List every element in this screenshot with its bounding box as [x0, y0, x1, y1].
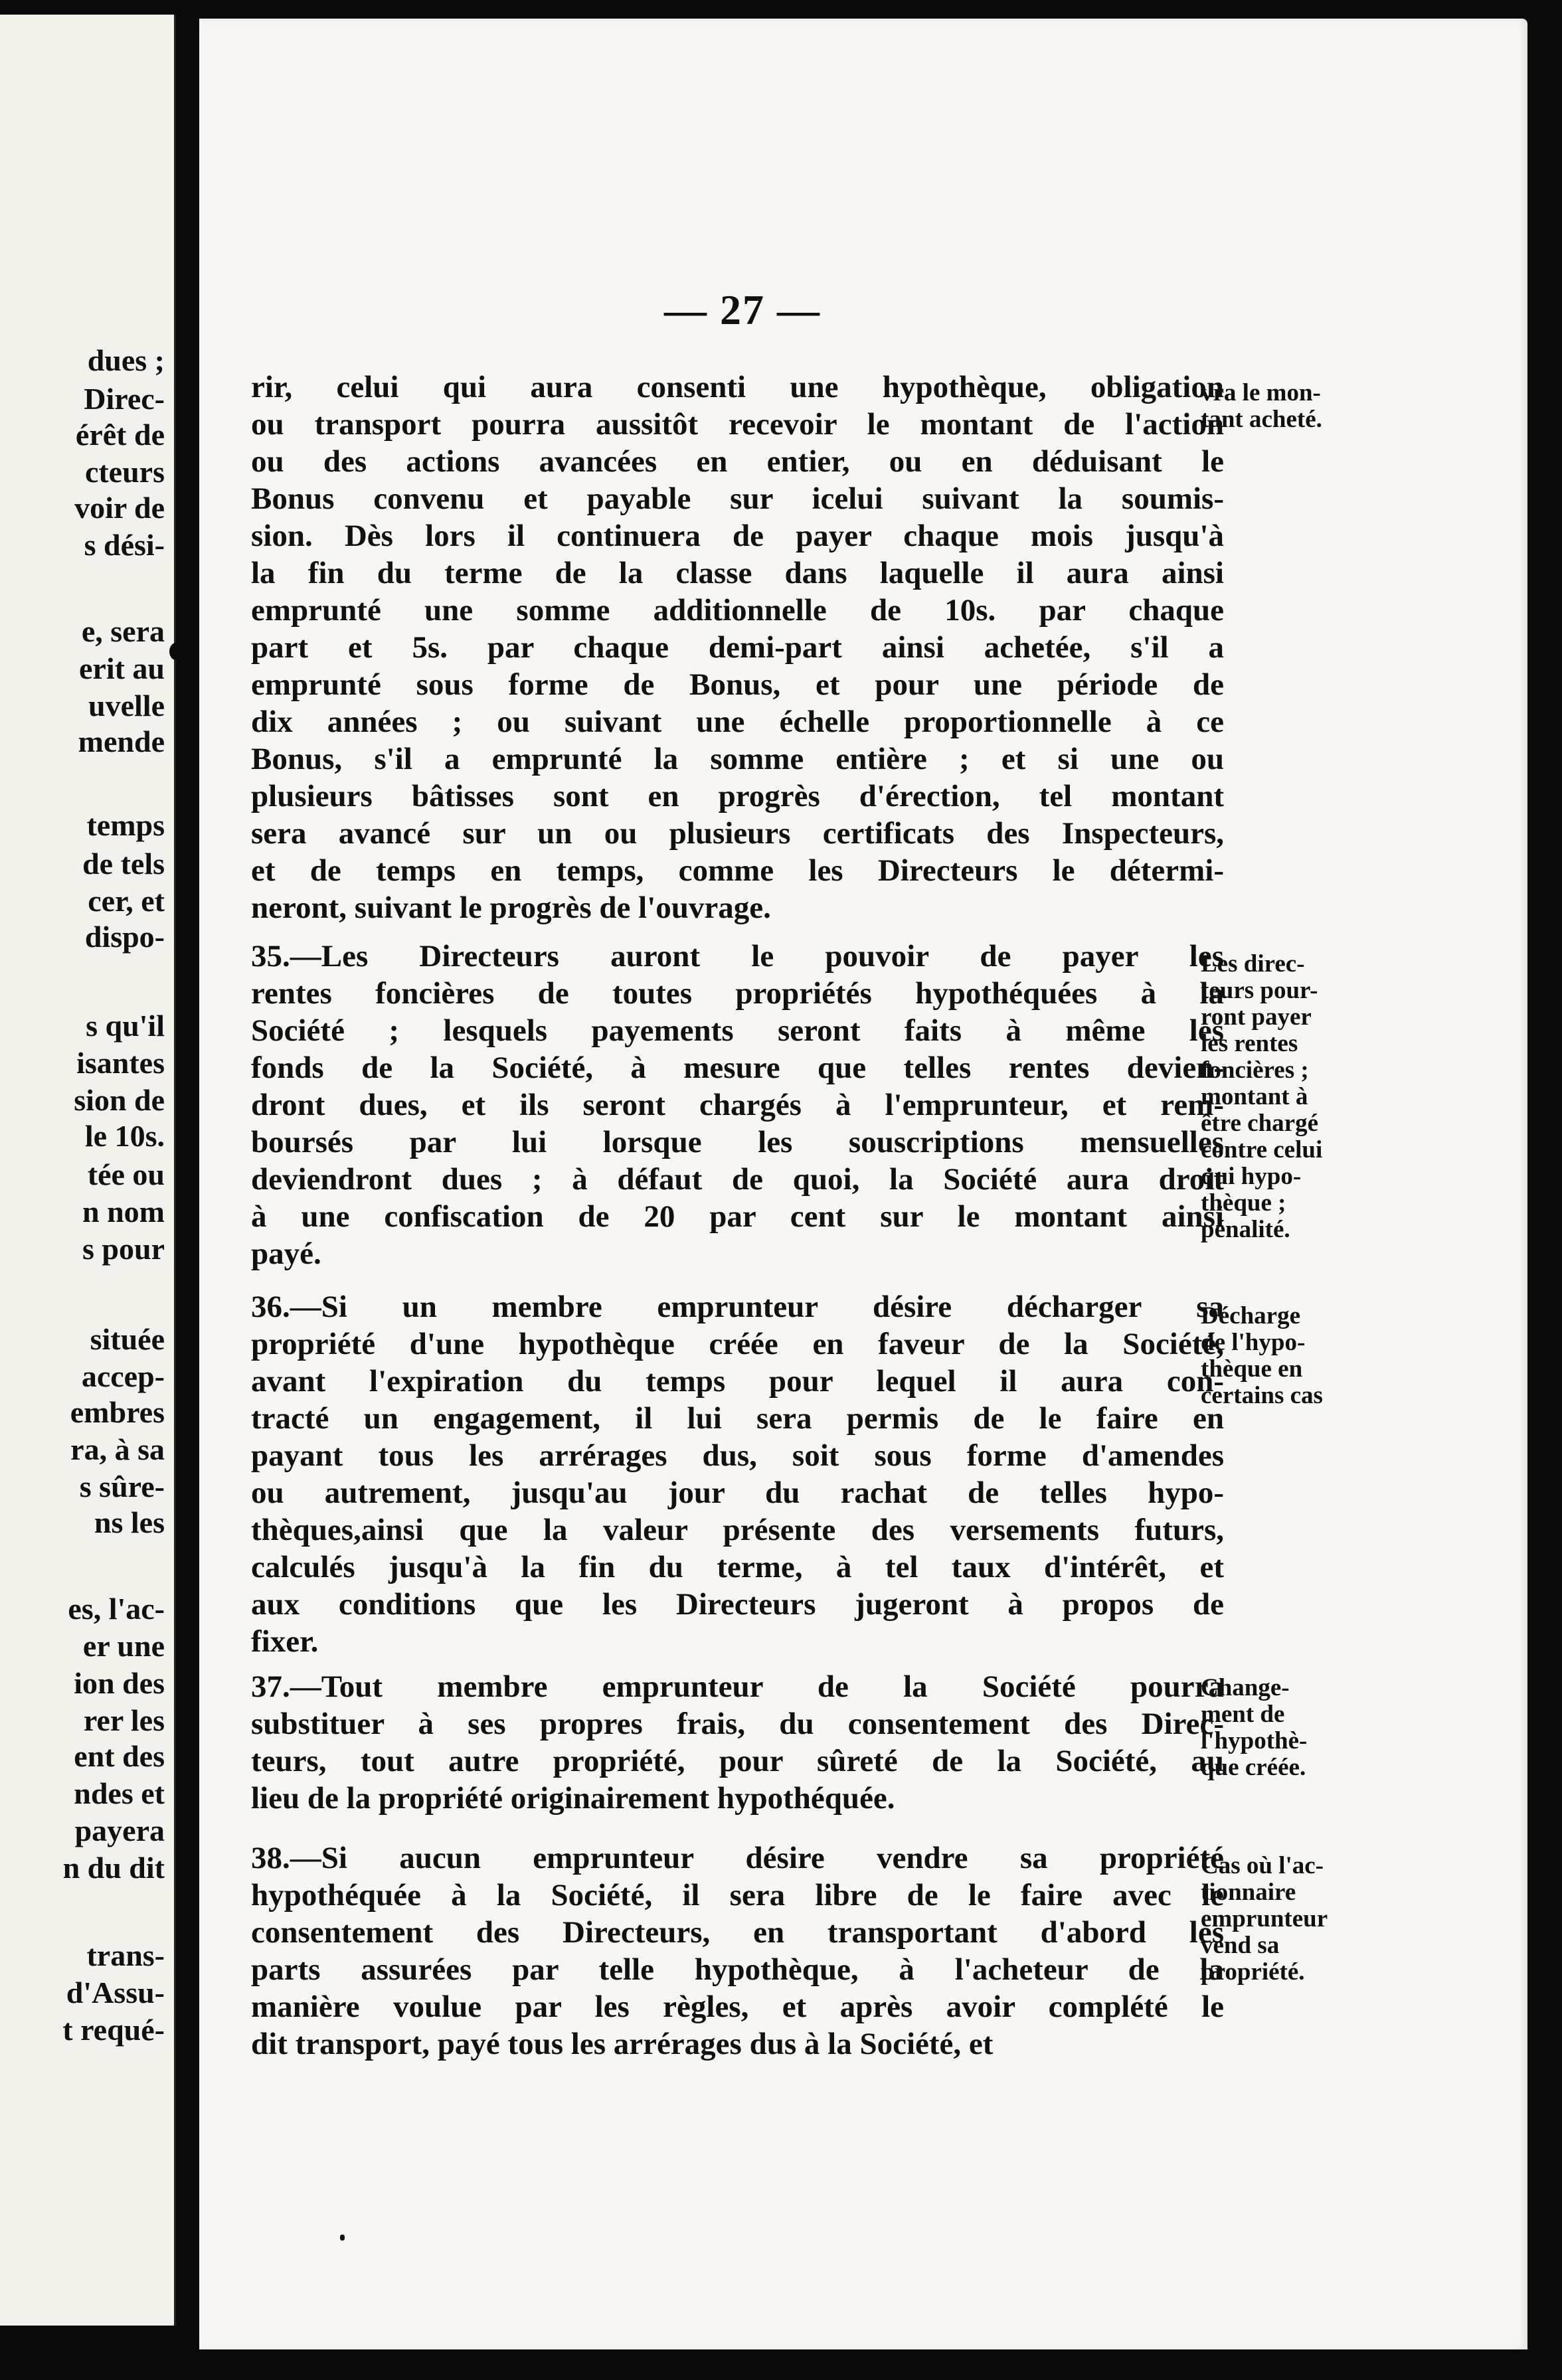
text-line: hypothéquée à la Société, il sera libre de le faire avec le — [251, 1878, 1224, 1912]
margin-note-line: Les direc- — [1201, 950, 1305, 978]
facing-page-line: sion de — [74, 1083, 165, 1117]
text-line: lieu de la propriété originairement hypothéquée. — [251, 1781, 895, 1816]
facing-page-line: s dési- — [84, 528, 165, 562]
margin-note-line: les rentes — [1201, 1030, 1298, 1057]
paragraph-p37 — [251, 1668, 1224, 1817]
ink-speck — [340, 2235, 345, 2241]
facing-page-line: s pour — [82, 1232, 165, 1266]
margin-note-line: Décharge — [1201, 1302, 1300, 1329]
margin-note-34 — [1201, 380, 1373, 433]
facing-page-line: voir de — [74, 491, 165, 525]
facing-page-line: de tels — [82, 847, 165, 881]
paragraph-p35 — [251, 938, 1224, 1272]
facing-page-line: ent des — [74, 1739, 165, 1773]
text-line: boursés par lui lorsque les souscriptions mensuelles — [251, 1125, 1224, 1159]
text-line: fixer. — [251, 1624, 319, 1659]
text-line: neront, suivant le progrès de l'ouvrage. — [251, 891, 771, 925]
margin-note-line: pénalité. — [1201, 1216, 1290, 1243]
text-line: ou autrement, jusqu'au jour du rachat de telles hypo- — [251, 1476, 1224, 1510]
text-line: calculés jusqu'à la fin du terme, à tel taux d'intérêt, et — [251, 1550, 1224, 1584]
margin-note-line: contre celui — [1201, 1136, 1323, 1163]
margin-note-38 — [1201, 1853, 1373, 1986]
text-line: aux conditions que les Directeurs jugeront à propos de — [251, 1587, 1224, 1622]
text-line: la fin du terme de la classe dans laquelle il aura ainsi — [251, 556, 1224, 590]
facing-page-line: tée ou — [87, 1157, 165, 1191]
facing-page-line: er une — [82, 1629, 165, 1663]
facing-page-line: embres — [70, 1395, 165, 1429]
margin-note-line: montant à — [1201, 1083, 1308, 1110]
margin-note-line: teurs pour- — [1201, 977, 1318, 1004]
text-line: payant tous les arrérages dus, soit sous forme d'amendes — [251, 1438, 1224, 1473]
facing-page-line: temps — [86, 808, 165, 842]
margin-note-line: Cas où l'ac- — [1201, 1852, 1324, 1879]
facing-page-line: dispo- — [84, 920, 165, 954]
text-line: thèques,ainsi que la valeur présente des versements futurs, — [251, 1513, 1224, 1547]
text-line: ou transport pourra aussitôt recevoir le montant de l'action — [251, 407, 1224, 442]
text-line: fonds de la Société, à mesure que telles rentes devien- — [251, 1051, 1224, 1085]
facing-page-line: ndes et — [74, 1776, 165, 1810]
margin-note-line: propriété. — [1201, 1958, 1305, 1986]
margin-note-line: thèque ; — [1201, 1189, 1286, 1217]
margin-note-35 — [1201, 951, 1373, 1243]
facing-page-line: dues ; — [87, 343, 165, 377]
text-line: dix années ; ou suivant une échelle proportionnelle à ce — [251, 705, 1224, 739]
binding-notch — [169, 643, 183, 660]
text-line: 35.—Les Directeurs auront le pouvoir de payer les — [251, 939, 1224, 974]
margin-note-line: de l'hypo- — [1201, 1329, 1306, 1356]
facing-page-line: es, l'ac- — [68, 1592, 165, 1626]
text-line: propriété d'une hypothèque créée en faveur de la Société, — [251, 1327, 1224, 1361]
text-line: dront dues, et ils seront chargés à l'emprunteur, et rem- — [251, 1088, 1224, 1122]
text-line: Bonus convenu et payable sur icelui suivant la soumis- — [251, 481, 1224, 516]
facing-page-line: rer les — [83, 1703, 165, 1737]
margin-note-line: qui hypo- — [1201, 1163, 1302, 1190]
text-line: Société ; lesquels payements seront faits à même les — [251, 1013, 1224, 1048]
text-line: emprunté une somme additionnelle de 10s. par chaque — [251, 593, 1224, 628]
margin-note-line: que créée. — [1201, 1754, 1306, 1781]
margin-note-line: vra le mon- — [1201, 379, 1321, 406]
facing-page-line: uvelle — [88, 689, 165, 722]
margin-note-line: Change- — [1201, 1674, 1290, 1701]
margin-note-line: foncières ; — [1201, 1057, 1309, 1084]
facing-page-line: située — [90, 1322, 165, 1356]
facing-page-line: accep- — [81, 1359, 165, 1393]
text-line: part et 5s. par chaque demi-part ainsi achetée, s'il a — [251, 630, 1224, 665]
facing-page-line: ion des — [74, 1666, 165, 1700]
text-line: dit transport, payé tous les arrérages dus à la Société, et — [251, 2027, 994, 2061]
text-line: 37.—Tout membre emprunteur de la Société pourra — [251, 1669, 1224, 1704]
text-line: ou des actions avancées en entier, ou en déduisant le — [251, 444, 1224, 479]
facing-page-line: s sûre- — [79, 1470, 165, 1503]
paragraph-p38 — [251, 1839, 1224, 2063]
page-number: — 27 — — [664, 286, 821, 333]
margin-note-line: emprunteur — [1201, 1905, 1328, 1932]
text-line: consentement des Directeurs, en transportant d'abord les — [251, 1915, 1224, 1950]
text-line: substituer à ses propres frais, du consentement des Direc- — [251, 1707, 1224, 1741]
text-line: sera avancé sur un ou plusieurs certificats des Inspecteurs, — [251, 816, 1224, 851]
margin-note-36 — [1201, 1303, 1373, 1409]
paragraph-p34 — [251, 369, 1224, 926]
facing-page — [0, 15, 176, 2326]
facing-page-line: cteurs — [84, 455, 165, 489]
text-line: et de temps en temps, comme les Directeurs le détermi- — [251, 853, 1224, 888]
text-line: plusieurs bâtisses sont en progrès d'érection, tel montant — [251, 779, 1224, 813]
text-line: 36.—Si un membre emprunteur désire décharger sa — [251, 1290, 1224, 1324]
margin-note-line: thèque en — [1201, 1355, 1303, 1383]
text-line: sion. Dès lors il continuera de payer chaque mois jusqu'à — [251, 519, 1224, 553]
text-line: parts assurées par telle hypothèque, à l'acheteur de la — [251, 1952, 1224, 1987]
text-line: teurs, tout autre propriété, pour sûreté de la Société, au — [251, 1744, 1224, 1778]
margin-note-line: certains cas — [1201, 1382, 1323, 1409]
facing-page-line: mende — [78, 724, 165, 758]
text-line: rir, celui qui aura consenti une hypothèque, obligation — [251, 370, 1224, 404]
facing-page-line: erit au — [78, 651, 165, 685]
paragraph-p36 — [251, 1288, 1224, 1660]
facing-page-line: e, sera — [81, 614, 165, 648]
facing-page-line: isantes — [76, 1046, 165, 1080]
text-line: payé. — [251, 1236, 321, 1271]
text-line: à une confiscation de 20 par cent sur le montant ainsi — [251, 1199, 1224, 1234]
facing-page-line: Direc- — [84, 382, 165, 416]
facing-page-line: payera — [74, 1814, 165, 1847]
facing-page-line: le 10s. — [84, 1119, 165, 1153]
margin-note-line: tant acheté. — [1201, 406, 1322, 433]
facing-page-line: ns les — [94, 1505, 165, 1539]
facing-page-line: t requé- — [62, 2013, 165, 2047]
margin-note-line: vend sa — [1201, 1932, 1280, 1959]
text-line: rentes foncières de toutes propriétés hypothéquées à la — [251, 976, 1224, 1011]
margin-note-line: l'hypothè- — [1201, 1727, 1308, 1754]
facing-page-line: ra, à sa — [70, 1432, 165, 1466]
text-line: deviendront dues ; à défaut de quoi, la Société aura droit — [251, 1162, 1224, 1197]
text-line: avant l'expiration du temps pour lequel il aura con- — [251, 1364, 1224, 1399]
facing-page-line: trans- — [86, 1938, 165, 1972]
facing-page-line: érêt de — [75, 418, 165, 452]
text-line: tracté un engagement, il lui sera permis de le faire en — [251, 1401, 1224, 1436]
facing-page-line: n nom — [82, 1195, 165, 1229]
text-line: Bonus, s'il a emprunté la somme entière ; et si une ou — [251, 742, 1224, 776]
margin-note-line: ront payer — [1201, 1003, 1312, 1031]
text-line: 38.—Si aucun emprunteur désire vendre sa propriété — [251, 1841, 1224, 1875]
margin-note-line: ment de — [1201, 1701, 1285, 1728]
text-line: manière voulue par les règles, et après avoir complété le — [251, 1990, 1224, 2024]
margin-note-line: tionnaire — [1201, 1879, 1296, 1906]
text-line: emprunté sous forme de Bonus, et pour une période de — [251, 667, 1224, 702]
facing-page-line: d'Assu- — [66, 1976, 165, 2009]
facing-page-line: cer, et — [88, 884, 165, 918]
facing-page-line: n du dit — [62, 1851, 165, 1885]
margin-note-37 — [1201, 1675, 1373, 1781]
facing-page-line: s qu'il — [86, 1009, 165, 1043]
margin-note-line: être chargé — [1201, 1110, 1319, 1137]
